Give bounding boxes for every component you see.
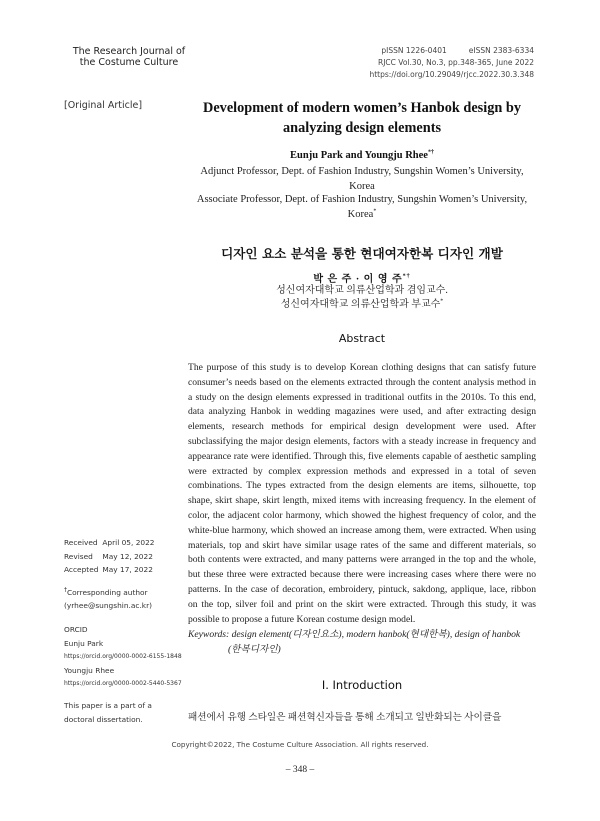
orcid-block: [64, 623, 182, 691]
affiliation-1-line2: Korea: [349, 181, 375, 192]
corresponding-author-row: [64, 586, 152, 599]
accepted-label: Accepted: [64, 565, 99, 574]
corresponding-author: [64, 586, 152, 612]
accepted-row: [64, 563, 155, 577]
korean-authors-text: 박 은 주 · 이 영 주: [313, 274, 403, 285]
article-dates: [64, 536, 155, 577]
accepted-date: May 17, 2022: [102, 565, 153, 574]
keywords-line1: Keywords: design element(디자인요소), modern hanbok(현대한복), design of hanbok: [188, 629, 521, 640]
affiliation-2-line2-wrap: [188, 207, 536, 222]
article-title: [188, 98, 536, 138]
issn-row: [369, 45, 534, 57]
orcid-url-1[interactable]: https://orcid.org/0000-0002-6155-1848: [64, 653, 182, 660]
doi-link[interactable]: https://doi.org/10.29049/rjcc.2022.30.3.348: [369, 70, 534, 79]
corresponding-mark: †: [64, 586, 67, 594]
dissertation-note-line1: This paper is a part of a: [64, 701, 152, 710]
journal-name-line1: The Research Journal of: [72, 46, 186, 57]
corresponding-label: Corresponding author: [67, 588, 148, 597]
affiliation-2-line1: Associate Professor, Dept. of Fashion Industry, Sungshin Women’s University,: [196, 194, 528, 205]
author-mark: *†: [427, 149, 434, 156]
korean-affiliation-2-mark: *: [440, 298, 444, 305]
dissertation-note-line2: doctoral dissertation.: [64, 714, 143, 724]
korean-affiliation-2: [188, 298, 536, 312]
orcid-name-1: Eunju Park: [64, 638, 104, 648]
author-names: [188, 150, 536, 161]
author-names-text: Eunju Park and Youngju Rhee: [290, 150, 428, 161]
korean-authors: [188, 270, 536, 285]
article-title-line2: analyzing design elements: [282, 120, 442, 136]
korean-affiliation-2-text: 성신여자대학교 의류산업학과 부교수: [280, 299, 441, 310]
introduction-text: 패션에서 유행 스타일은 패션혁신자들을 통해 소개되고 일반화되는 사이클을: [188, 712, 502, 723]
page-number: – 348 –: [285, 765, 315, 775]
orcid-name-2: Youngju Rhee: [64, 665, 115, 675]
revised-row: [64, 550, 155, 564]
journal-name: [64, 46, 194, 68]
keywords-line2: (한복디자인): [228, 644, 281, 655]
orcid-label: ORCID: [64, 625, 88, 634]
corresponding-email[interactable]: (yrhee@sungshin.ac.kr): [64, 601, 153, 610]
orcid-url-2[interactable]: https://orcid.org/0000-0002-5440-5367: [64, 680, 182, 687]
keywords: [188, 627, 536, 657]
journal-name-line2: the Costume Culture: [79, 57, 179, 68]
journal-meta: [369, 45, 534, 81]
eissn: eISSN 2383-6334: [468, 46, 534, 55]
korean-affiliation-1: 성신여자대학교 의류산업학과 겸임교수.: [276, 285, 448, 296]
article-title-line1: Development of modern women’s Hanbok design by: [203, 100, 521, 116]
revised-label: Revised: [64, 551, 93, 561]
received-row: [64, 536, 155, 550]
korean-authors-mark: *†: [402, 273, 411, 280]
korean-title: 디자인 요소 분석을 통한 현대여자한복 디자인 개발: [221, 246, 503, 261]
abstract-body: The purpose of this study is to develop Korean clothing designs that can satisfy future consumer’s needs based on the elements extracted through the content analysis method in a study on the design elements expressed in traditional outfits in the 2010s. To this end, data analyzing Hanbok in wedding magazines were used, and after extracting design elements, research methods for empirical design development were used. After subclassifying the major design elements, factors with a steady increase in frequency and appearance rate were identified. Through this, five elements capable of aesthetic sampling were extracted by complex expression methods and expressed in a total of seven combinations. The types extracted from the design elements are items, silhouette, top shape, skirt shape, skirt length, mixed items with increasing frequency. In the element of color, the adjacent color harmony, which showed the highest frequency of color, and the white-blue harmony, which showed an increase among them, were extracted. When using materials, top and skirt have similar usage rates of the same and different materials, so both contents were extracted, and many patterns were arranged in the top and the whole, but these three were extracted because there were increasing cases where there were no patterns. In the case of decoration, embroidery, pintuck, sakdong, applique, lace, ribbon on the top, silver foil and print on the skirt were extracted. Through this study, it was possible to propose a future Korean costume design model.: [188, 362, 536, 625]
article-type: [Original Article]: [64, 100, 143, 111]
affiliation-1: [188, 164, 536, 194]
pissn: pISSN 1226-0401: [381, 46, 447, 55]
dissertation-note: [64, 699, 168, 726]
received-label: Received: [64, 538, 98, 547]
affiliation-2-mark: *: [373, 208, 377, 215]
introduction-heading: I. Introduction: [321, 678, 403, 692]
affiliation-2: [188, 192, 536, 222]
revised-date: May 12, 2022: [102, 551, 153, 561]
copyright-notice: Copyright©2022, The Costume Culture Association. All rights reserved.: [171, 740, 429, 749]
affiliation-2-line2: Korea: [347, 209, 374, 220]
affiliation-1-line1: Adjunct Professor, Dept. of Fashion Industry, Sungshin Women’s University,: [200, 166, 524, 177]
received-date: April 05, 2022: [102, 538, 155, 547]
volume-info: RJCC Vol.30, No.3, pp.348-365, June 2022: [377, 58, 534, 67]
abstract-heading: Abstract: [338, 332, 386, 345]
